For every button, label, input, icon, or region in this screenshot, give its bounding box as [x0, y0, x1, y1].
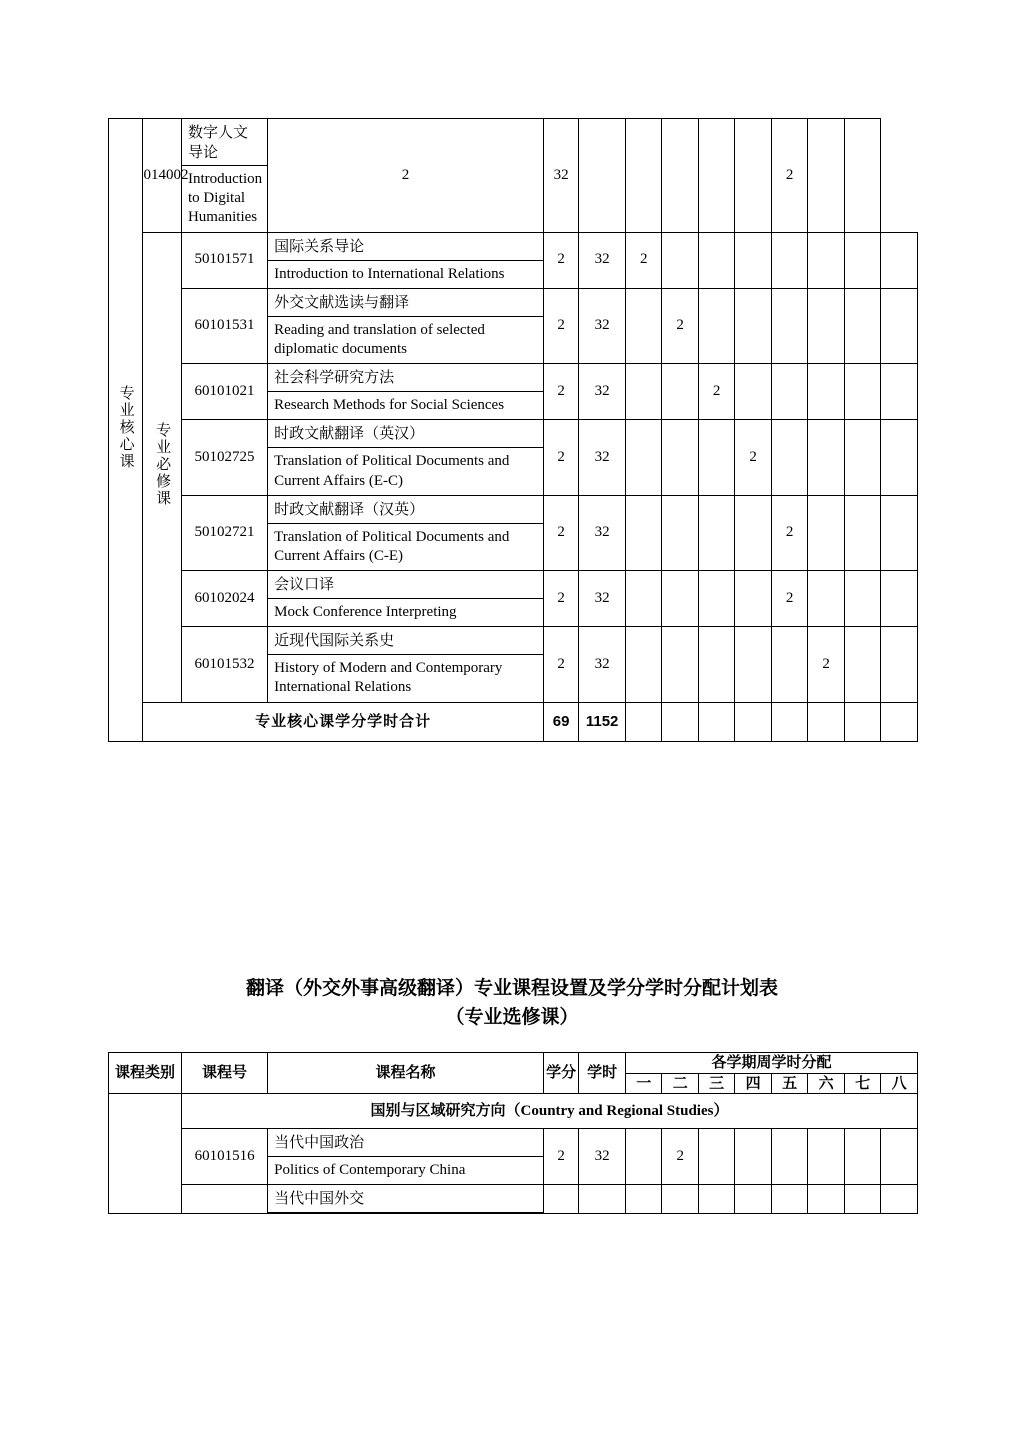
- term-1: [579, 119, 626, 233]
- core-total-term-8: [881, 702, 918, 741]
- term-1: [625, 1129, 661, 1185]
- term-6: [808, 420, 844, 495]
- table-row: [109, 420, 918, 495]
- table-row: [109, 1185, 918, 1214]
- core-total-hours: 1152: [579, 702, 626, 741]
- header-term-4: 四: [735, 1073, 771, 1094]
- course-name-cn: 当代中国政治: [268, 1129, 543, 1157]
- course-name-cell: [181, 119, 267, 233]
- core-total-term-6: [808, 702, 844, 741]
- core-total-row: [109, 702, 918, 741]
- term-6: [808, 232, 844, 288]
- term-8: [881, 627, 918, 702]
- term-3: 2: [698, 364, 734, 420]
- term-5: [771, 1129, 807, 1185]
- course-code: 50102725: [181, 420, 267, 495]
- course-credits: 2: [543, 571, 578, 627]
- core-total-term-4: [735, 702, 771, 741]
- course-name-cell: [268, 420, 544, 495]
- term-2: [662, 571, 698, 627]
- term-1: [625, 627, 661, 702]
- term-5: [771, 288, 807, 363]
- term-6: [808, 1129, 844, 1185]
- course-hours: 32: [579, 627, 626, 702]
- term-2: [662, 232, 698, 288]
- table-row: [109, 119, 918, 233]
- course-credits: 2: [543, 627, 578, 702]
- term-2: 2: [662, 1129, 698, 1185]
- course-code: 50101571: [181, 232, 267, 288]
- term-1: [625, 288, 661, 363]
- course-code: 50102721: [181, 495, 267, 570]
- term-2: [662, 1185, 698, 1214]
- course-name-cell: [268, 288, 544, 363]
- elective-courses-table-wrapper: [108, 1052, 918, 1214]
- term-7: [844, 1185, 880, 1214]
- term-5: 2: [771, 571, 807, 627]
- header-term-5: 五: [771, 1073, 807, 1094]
- term-8: [844, 119, 880, 233]
- core-total-term-3: [698, 702, 734, 741]
- term-6: [808, 495, 844, 570]
- course-name-cn: 当代中国外交: [268, 1185, 543, 1213]
- course-name-en: Reading and translation of selected diplomatic documents: [274, 321, 485, 357]
- term-3: [698, 1129, 734, 1185]
- header-category: 课程类别: [109, 1053, 182, 1094]
- core-total-term-1: [625, 702, 661, 741]
- course-credits: 2: [543, 420, 578, 495]
- term-6: [808, 1185, 844, 1214]
- course-code: 60102024: [181, 571, 267, 627]
- course-name-cell: [268, 232, 544, 288]
- term-5: [771, 232, 807, 288]
- course-name-en: Research Methods for Social Sciences: [274, 397, 505, 414]
- course-name-cell: [268, 627, 544, 702]
- course-name-cell: [268, 1185, 544, 1214]
- header-term-2: 二: [662, 1073, 698, 1094]
- term-4: [735, 232, 771, 288]
- core-courses-table-wrapper: [108, 118, 918, 742]
- course-credits: 2: [543, 495, 578, 570]
- table-row: [109, 232, 918, 288]
- term-5: 2: [771, 495, 807, 570]
- term-8: [881, 420, 918, 495]
- course-subcategory-label: 专业必修课: [154, 421, 172, 507]
- course-category-cell: [109, 119, 143, 742]
- term-1: [625, 1185, 661, 1214]
- term-3: [698, 571, 734, 627]
- section-title: [0, 975, 1024, 1032]
- elective-direction-label: [181, 1094, 917, 1129]
- term-5: [771, 1185, 807, 1214]
- term-8: [881, 288, 918, 363]
- term-6: [808, 571, 844, 627]
- table-row: [109, 627, 918, 702]
- term-4: [735, 288, 771, 363]
- term-8: [881, 1185, 918, 1214]
- course-code: 60101532: [181, 627, 267, 702]
- course-name-cell: [268, 495, 544, 570]
- table-row: [109, 1129, 918, 1185]
- term-8: [881, 364, 918, 420]
- term-7: [844, 627, 880, 702]
- elective-courses-table: [108, 1052, 918, 1214]
- course-name-en: Politics of Contemporary China: [274, 1162, 466, 1178]
- course-hours: 32: [579, 364, 626, 420]
- term-5: [771, 627, 807, 702]
- course-credits: 2: [268, 119, 544, 233]
- course-credits: 2: [543, 232, 578, 288]
- course-hours: 32: [579, 1129, 626, 1185]
- term-6: [808, 364, 844, 420]
- header-terms-group: 各学期周学时分配: [625, 1053, 917, 1074]
- course-hours: [579, 1185, 626, 1214]
- term-7: [808, 119, 844, 233]
- course-hours: 32: [579, 288, 626, 363]
- term-7: [844, 364, 880, 420]
- course-credits: [543, 1185, 578, 1214]
- term-3: [698, 232, 734, 288]
- term-3: [698, 288, 734, 363]
- header-hours: 学时: [579, 1053, 626, 1094]
- course-name-en: History of Modern and Contemporary International Relations: [274, 660, 503, 696]
- term-7: [844, 1129, 880, 1185]
- core-total-term-2: [662, 702, 698, 741]
- table-row: [109, 364, 918, 420]
- header-term-8: 八: [881, 1073, 918, 1094]
- header-credits: 学分: [543, 1053, 578, 1094]
- header-name: 课程名称: [268, 1053, 544, 1094]
- course-hours: 32: [579, 495, 626, 570]
- elective-category-cell: [109, 1094, 182, 1214]
- term-2: [625, 119, 661, 233]
- header-term-1: 一: [625, 1073, 661, 1094]
- course-hours: 32: [579, 420, 626, 495]
- term-6: 2: [808, 627, 844, 702]
- term-3: [662, 119, 698, 233]
- section-title-line2: （专业选修课）: [445, 1006, 579, 1028]
- course-code: 60101531: [181, 288, 267, 363]
- term-8: [881, 232, 918, 288]
- term-7: [844, 288, 880, 363]
- term-5: [771, 364, 807, 420]
- term-1: [625, 495, 661, 570]
- course-name-en: Translation of Political Documents and Current Affairs (E-C): [274, 453, 510, 489]
- header-term-7: 七: [844, 1073, 880, 1094]
- course-name-cn: 时政文献翻译（汉英）: [268, 496, 543, 524]
- course-name-cell: [268, 364, 544, 420]
- term-2: 2: [662, 288, 698, 363]
- header-code: 课程号: [181, 1053, 267, 1094]
- term-1: [625, 571, 661, 627]
- elective-header-row-1: [109, 1053, 918, 1074]
- course-name-cell: [268, 1129, 544, 1185]
- term-4: [698, 119, 734, 233]
- course-name-en: Translation of Political Documents and Current Affairs (C-E): [274, 528, 510, 564]
- core-total-term-7: [844, 702, 880, 741]
- term-7: [844, 571, 880, 627]
- course-name-cn: 社会科学研究方法: [268, 364, 543, 392]
- course-credits: 2: [543, 1129, 578, 1185]
- term-2: [662, 364, 698, 420]
- term-6: [808, 288, 844, 363]
- term-3: [698, 420, 734, 495]
- core-total-term-5: [771, 702, 807, 741]
- course-code: [181, 1185, 267, 1214]
- table-row: [109, 495, 918, 570]
- section-title-line1: 翻译（外交外事高级翻译）专业课程设置及学分学时分配计划表: [245, 978, 778, 999]
- term-6: 2: [771, 119, 807, 233]
- course-name-cn: 时政文献翻译（英汉）: [268, 420, 543, 448]
- term-7: [844, 495, 880, 570]
- term-3: [698, 1185, 734, 1214]
- term-2: [662, 495, 698, 570]
- core-total-label: 专业核心课学分学时合计: [143, 702, 543, 741]
- core-total-credits: 69: [543, 702, 578, 741]
- course-name-cell: [268, 571, 544, 627]
- term-4: [735, 571, 771, 627]
- course-name-cn: 数字人文导论: [182, 119, 267, 166]
- term-1: [625, 420, 661, 495]
- table-row: [109, 571, 918, 627]
- term-8: [881, 571, 918, 627]
- course-hours: 32: [543, 119, 578, 233]
- term-1: 2: [625, 232, 661, 288]
- course-credits: 2: [543, 288, 578, 363]
- term-8: [881, 495, 918, 570]
- course-subcategory-cell: [143, 232, 182, 702]
- term-4: [735, 627, 771, 702]
- course-name-cn: 会议口译: [268, 571, 543, 599]
- term-7: [844, 420, 880, 495]
- term-3: [698, 627, 734, 702]
- term-4: [735, 495, 771, 570]
- term-2: [662, 627, 698, 702]
- elective-direction-cn: 国别与区域研究方向: [370, 1101, 506, 1119]
- term-4: [735, 364, 771, 420]
- header-term-3: 三: [698, 1073, 734, 1094]
- elective-direction-en: （Country and Regional Studies）: [505, 1102, 729, 1119]
- header-term-6: 六: [808, 1073, 844, 1094]
- course-hours: 32: [579, 232, 626, 288]
- course-name-en: Mock Conference Interpreting: [274, 604, 457, 621]
- course-name-cn: 近现代国际关系史: [268, 627, 543, 655]
- term-1: [625, 364, 661, 420]
- elective-section-row: [109, 1094, 918, 1129]
- course-name-cn: 国际关系导论: [268, 233, 543, 261]
- term-5: [771, 420, 807, 495]
- term-2: [662, 420, 698, 495]
- course-credits: 2: [543, 364, 578, 420]
- table-row: [109, 288, 918, 363]
- core-courses-table: [108, 118, 918, 742]
- term-4: [735, 1185, 771, 1214]
- course-hours: 32: [579, 571, 626, 627]
- term-4: [735, 1129, 771, 1185]
- term-8: [881, 1129, 918, 1185]
- course-code: 60101516: [181, 1129, 267, 1185]
- term-5: [735, 119, 771, 233]
- course-category-label: 专业核心课: [117, 384, 135, 470]
- term-7: [844, 232, 880, 288]
- course-code: 60101021: [181, 364, 267, 420]
- term-4: 2: [735, 420, 771, 495]
- course-name-en: Introduction to Digital Humanities: [187, 171, 263, 226]
- course-name-cn: 外交文献选读与翻译: [268, 289, 543, 317]
- course-code: 014002: [143, 119, 182, 233]
- term-3: [698, 495, 734, 570]
- course-name-en: Introduction to International Relations: [274, 265, 505, 282]
